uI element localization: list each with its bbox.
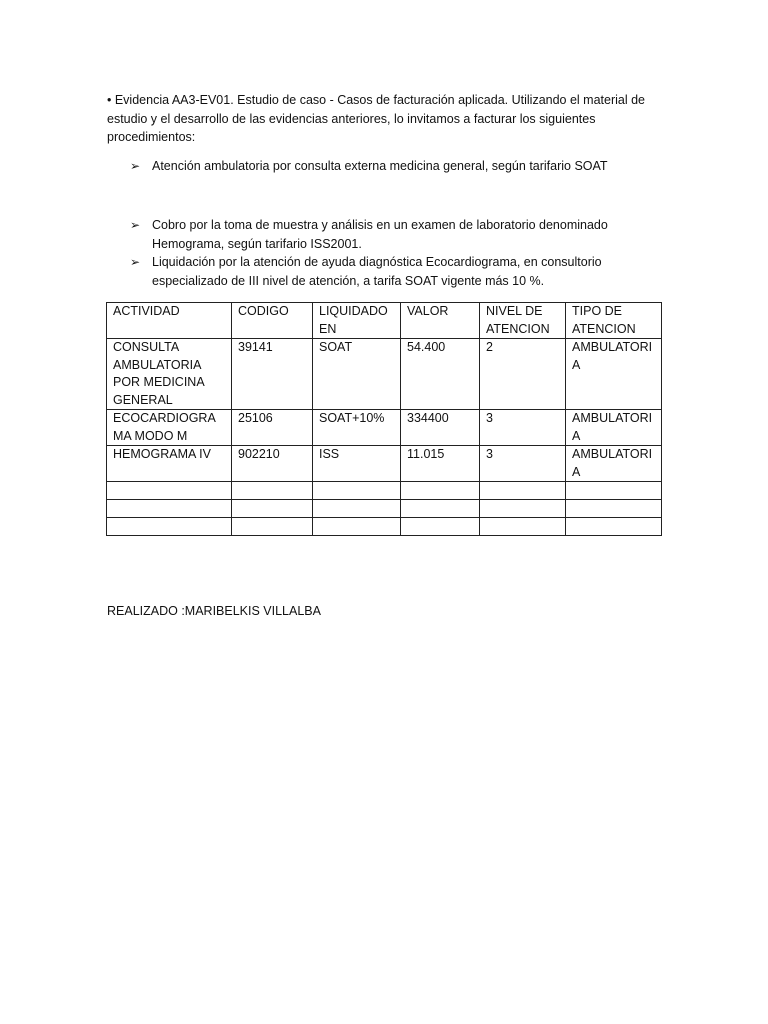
cell-nivel: 2 (480, 339, 566, 410)
cell-valor: 11.015 (401, 446, 480, 482)
empty-cell (480, 482, 566, 500)
cell-codigo: 39141 (232, 339, 313, 410)
empty-cell (401, 500, 480, 518)
table-row (107, 339, 662, 410)
header-nivel-de-atencion: NIVEL DE ATENCION (480, 303, 566, 339)
intro-paragraph: • Evidencia AA3-EV01. Estudio de caso - Casos de facturación aplicada. Utilizando el material de estudio y el desarrollo de las evidencias anteriores, lo invitamos a facturar los siguientes procedimientos: (107, 93, 646, 144)
cell-liquidado-en: ISS (313, 446, 401, 482)
cell-actividad: CONSULTA AMBULATORIA POR MEDICINA GENERAL (107, 339, 232, 410)
empty-cell (566, 518, 662, 536)
list-item (130, 253, 650, 290)
empty-table-row (107, 482, 662, 500)
cell-valor: 54.400 (401, 339, 480, 410)
empty-table-row (107, 500, 662, 518)
cell-valor: 334400 (401, 410, 480, 446)
empty-cell (232, 518, 313, 536)
empty-cell (107, 482, 232, 500)
cell-liquidado-en: SOAT+10% (313, 410, 401, 446)
empty-cell (480, 500, 566, 518)
cell-tipo: AMBULATORIA (566, 339, 662, 410)
arrow-bullet-icon: ➢ (130, 218, 141, 232)
header-valor: VALOR (401, 303, 480, 339)
list-item (130, 157, 650, 176)
empty-table-row (107, 518, 662, 536)
empty-cell (401, 518, 480, 536)
bullet-list-2 (130, 216, 650, 290)
table-header-row (107, 303, 662, 339)
bullet-list-1 (130, 157, 650, 176)
empty-cell (107, 500, 232, 518)
empty-cell (401, 482, 480, 500)
table-row (107, 410, 662, 446)
empty-cell (107, 518, 232, 536)
cell-actividad: ECOCARDIOGRAMA MODO M (107, 410, 232, 446)
cell-tipo: AMBULATORIA (566, 446, 662, 482)
signature-line: REALIZADO :MARIBELKIS VILLALBA (107, 604, 321, 618)
bullet-text: Liquidación por la atención de ayuda diagnóstica Ecocardiograma, en consultorio especializado de III nivel de atención, a tarifa SOAT vigente más 10 %. (152, 255, 602, 288)
empty-cell (313, 518, 401, 536)
empty-cell (566, 500, 662, 518)
header-liquidado-en: LIQUIDADO EN (313, 303, 401, 339)
cell-nivel: 3 (480, 446, 566, 482)
cell-tipo: AMBULATORIA (566, 410, 662, 446)
header-codigo: CODIGO (232, 303, 313, 339)
empty-cell (313, 482, 401, 500)
empty-cell (566, 482, 662, 500)
cell-liquidado-en: SOAT (313, 339, 401, 410)
cell-codigo: 25106 (232, 410, 313, 446)
bullet-text: Atención ambulatoria por consulta externa medicina general, según tarifario SOAT (152, 159, 608, 173)
list-item (130, 216, 650, 253)
empty-cell (480, 518, 566, 536)
cell-codigo: 902210 (232, 446, 313, 482)
empty-cell (313, 500, 401, 518)
arrow-bullet-icon: ➢ (130, 159, 141, 173)
header-actividad: ACTIVIDAD (107, 303, 232, 339)
cell-actividad: HEMOGRAMA IV (107, 446, 232, 482)
empty-cell (232, 500, 313, 518)
header-tipo-de-atencion: TIPO DE ATENCION (566, 303, 662, 339)
arrow-bullet-icon: ➢ (130, 255, 141, 269)
cell-nivel: 3 (480, 410, 566, 446)
billing-table (106, 302, 662, 536)
bullet-text: Cobro por la toma de muestra y análisis en un examen de laboratorio denominado Hemograma, según tarifario ISS2001. (152, 218, 608, 251)
table-row (107, 446, 662, 482)
empty-cell (232, 482, 313, 500)
